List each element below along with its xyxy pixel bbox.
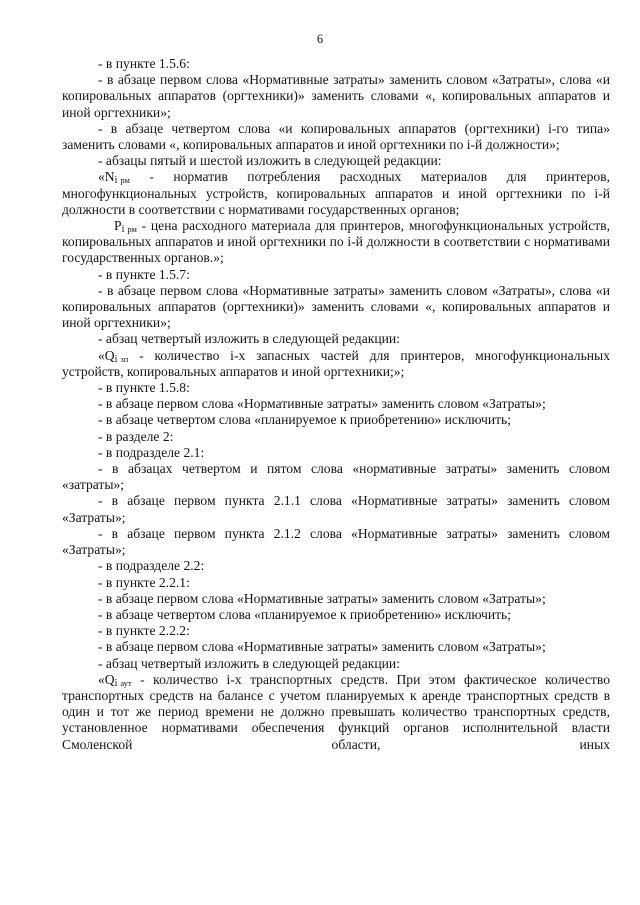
formula-definition-paragraph: [62, 348, 610, 380]
amendment-paragraph: [62, 396, 610, 412]
amendment-paragraph: [62, 121, 610, 153]
amendment-paragraph: [62, 72, 610, 121]
variable-symbol: «Q: [98, 347, 115, 363]
variable-subscript: зп: [120, 353, 129, 364]
paragraph-text: - в разделе 2:: [98, 428, 174, 444]
paragraph-text: - в абзаце четвертом слова «и копировальных аппаратов (оргтехники) i-го типа» заменить словами «, копировальных аппаратов и иной оргтехники по i-й должности»;: [62, 120, 610, 153]
paragraph-text: - в пункте 1.5.6:: [98, 56, 190, 71]
amendment-paragraph: [62, 558, 610, 574]
amendment-paragraph: [62, 429, 610, 445]
amendment-paragraph: [62, 56, 610, 72]
paragraph-text: - в пункте 1.5.8:: [98, 380, 190, 396]
paragraph-text: - в пункте 2.2.1:: [98, 574, 190, 590]
paragraph-text: - абзацы пятый и шестой изложить в следующей редакции:: [98, 153, 442, 169]
variable-symbol: «N: [98, 169, 115, 185]
paragraph-text: - количество i-х запасных частей для принтеров, многофункциональных устройств, копировальных аппаратов и иной оргтехники;»;: [62, 347, 610, 379]
page-number: 6: [316, 32, 324, 46]
amendment-paragraph: [62, 267, 610, 283]
amendment-paragraph: [62, 623, 610, 639]
paragraph-text: - в абзаце четвертом слова «планируемое к приобретению» исключить;: [98, 606, 512, 622]
variable-index: i: [114, 353, 118, 365]
amendment-paragraph: [62, 461, 610, 493]
amendment-paragraph: [62, 283, 610, 332]
amendment-paragraph: [62, 331, 610, 347]
formula-definition-paragraph: [62, 169, 610, 218]
variable-symbol: «Q: [98, 671, 115, 687]
amendment-paragraph: [62, 412, 610, 428]
amendment-paragraph: [62, 575, 610, 591]
variable-subscript: рм: [127, 224, 137, 235]
amendment-paragraph: [62, 493, 610, 525]
formula-definition-paragraph: [62, 218, 610, 267]
amendment-paragraph: [62, 591, 610, 607]
paragraph-text: - в абзаце первом слова «Нормативные затраты» заменить словом «Затраты»;: [98, 590, 546, 606]
variable-subscript: аут: [120, 677, 132, 688]
amendment-paragraph: [62, 639, 610, 655]
paragraph-text: - абзац четвертый изложить в следующей редакции:: [98, 655, 400, 671]
paragraph-text: - в пункте 2.2.2:: [98, 623, 190, 639]
paragraph-text: - в абзаце первом слова «Нормативные затраты» заменить словом «Затраты», слова «и копировальных аппаратов (оргтехники)» заменить словами «, копировальных аппаратов и иной оргтехники»;: [62, 72, 610, 120]
amendment-paragraph: [62, 607, 610, 623]
paragraph-text: - в абзаце первом слова «Нормативные затраты» заменить словом «Затраты»;: [98, 396, 546, 412]
paragraph-text: - в пункте 1.5.7:: [98, 266, 190, 282]
amendment-paragraph: [62, 526, 610, 558]
amendment-paragraph: [62, 153, 610, 169]
variable-symbol: P: [114, 218, 122, 234]
paragraph-text: - в подразделе 2.2:: [98, 558, 205, 574]
variable-index: i: [121, 224, 125, 236]
paragraph-text: - абзац четвертый изложить в следующей редакции:: [98, 331, 400, 347]
paragraph-text: - в абзаце первом слова «Нормативные затраты» заменить словом «Затраты»;: [98, 639, 546, 655]
paragraph-text: - в подразделе 2.1:: [98, 444, 205, 460]
document-body: [62, 56, 610, 753]
paragraph-text: - в абзацах четвертом и пятом слова «нормативные затраты» заменить словом «затраты»;: [62, 461, 610, 493]
formula-definition-paragraph: [62, 672, 610, 753]
paragraph-text: - в абзаце первом слова «Нормативные затраты» заменить словом «Затраты», слова «и копировальных аппаратов (оргтехники)» заменить словами «, копировальных аппаратов и иной оргтехники»;: [62, 282, 610, 331]
amendment-paragraph: [62, 445, 610, 461]
variable-subscript: рм: [120, 175, 130, 186]
variable-index: i: [114, 677, 118, 689]
amendment-paragraph: [62, 380, 610, 396]
variable-index: i: [114, 175, 118, 187]
paragraph-text: - количество i-х транспортных средств. При этом фактическое количество транспортных средств на балансе с учетом планируемых к аренде транспортных средств в один и тот же период времени не должно превышать количество транспортных средств, установленное нормативами обеспечения функций органов исполнительной власти Смоленской области, иных: [62, 671, 610, 752]
paragraph-text: - цена расходного материала для принтеров, многофункциональных устройств, копировальных аппаратов и иной оргтехники по i-й должности в соответствии с нормативами государственных органов.»;: [62, 218, 610, 266]
paragraph-text: - норматив потребления расходных материалов для принтеров, многофункциональных устройств, копировальных аппаратов и иной оргтехники по i-й должности в соответствии с нормативами государственных органов;: [62, 169, 610, 217]
paragraph-text: - в абзаце первом пункта 2.1.1 слова «Нормативные затраты» заменить словом «Затраты»;: [62, 493, 610, 525]
paragraph-text: - в абзаце первом пункта 2.1.2 слова «Нормативные затраты» заменить словом «Затраты»;: [62, 525, 610, 558]
amendment-paragraph: [62, 656, 610, 672]
paragraph-text: - в абзаце четвертом слова «планируемое к приобретению» исключить;: [98, 412, 512, 428]
